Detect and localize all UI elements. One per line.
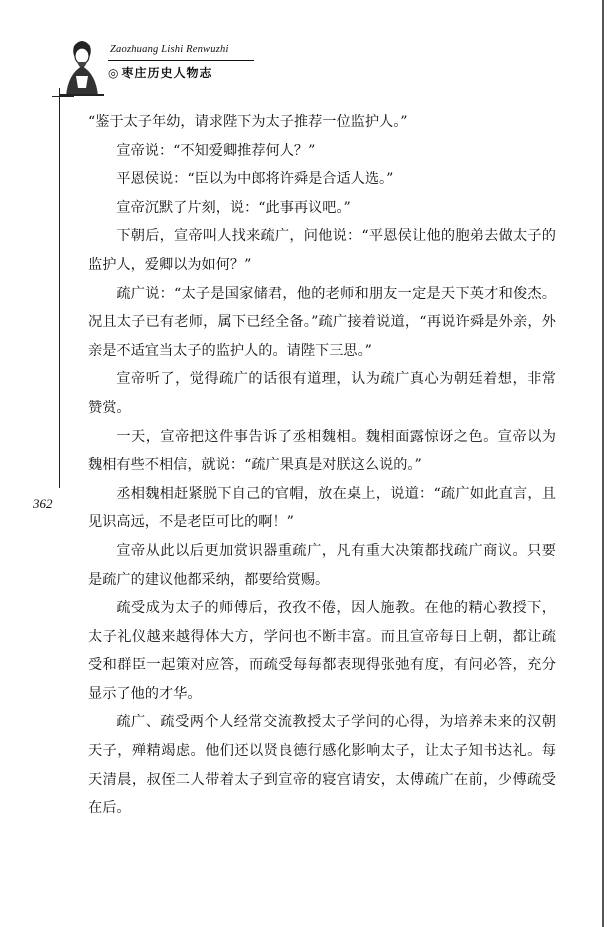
page-edge-rule (602, 0, 604, 927)
paragraph: 下朝后，宣帝叫人找来疏广，问他说：“平恩侯让他的胞弟去做太子的监护人，爱卿以为如何？” (88, 228, 556, 273)
series-mark: ◎ (108, 66, 120, 80)
header-rule (108, 60, 254, 61)
paragraph: 平恩侯说：“臣以为中郎将许舜是合适人选。” (116, 171, 394, 188)
scholar-portrait-icon (60, 36, 104, 98)
left-margin-rule (59, 88, 60, 488)
body-text (88, 108, 556, 823)
paragraph: 疏广、疏受两个人经常交流教授太子学问的心得，为培养未来的汉朝天子，殚精竭虑。他们还以贤良德行感化影响太子，让太子知书达礼。每天清晨，叔侄二人带着太子到宣帝的寝宫请安，太傅疏广在前，少傅疏受在后。 (88, 714, 556, 817)
paragraph: 丞相魏相赶紧脱下自己的官帽，放在桌上，说道：“疏广如此直言，且见识高远，不是老臣可比的啊！” (88, 485, 556, 531)
paragraph: 宣帝说：“不知爱卿推荐何人？” (116, 142, 316, 159)
running-header (60, 36, 320, 100)
series-latin-title: Zaozhuang Lishi Renwuzhi (110, 44, 229, 55)
paragraph: 宣帝听了，觉得疏广的话很有道理，认为疏广真心为朝廷着想，非常赞赏。 (88, 371, 556, 416)
paragraph: 一天，宣帝把这件事告诉了丞相魏相。魏相面露惊讶之色。宣帝以为魏相有些不相信，就说：“疏广果真是对朕这么说的。” (88, 428, 556, 474)
paragraph: 宣帝从此以后更加赏识器重疏广，凡有重大决策都找疏广商议。只要是疏广的建议他都采纳，都要给赏赐。 (88, 542, 556, 588)
header-underline (52, 96, 74, 97)
paragraph: 疏广说：“太子是国家储君，他的老师和朋友一定是天下英才和俊杰。况且太子已有老师，属下已经全备。”疏广接着说道，“再说许舜是外亲，外亲是不适宜当太子的监护人的。请陛下三思。” (88, 285, 556, 359)
series-title (108, 64, 213, 81)
paragraph: 宣帝沉默了片刻，说：“此事再议吧。” (116, 199, 351, 216)
paragraph: “鉴于太子年幼，请求陛下为太子推荐一位监护人。” (88, 114, 408, 130)
series-title-text: 枣庄历史人物志 (121, 66, 213, 80)
page-number: 362 (33, 496, 53, 511)
paragraph: 疏受成为太子的师傅后，孜孜不倦，因人施教。在他的精心教授下，太子礼仪越来越得体大方，学问也不断丰富。而且宣帝每日上朝，都让疏受和群臣一起策对应答，而疏受每每都表现得张弛有度，有问必答，充分显示了他的才华。 (88, 600, 556, 702)
